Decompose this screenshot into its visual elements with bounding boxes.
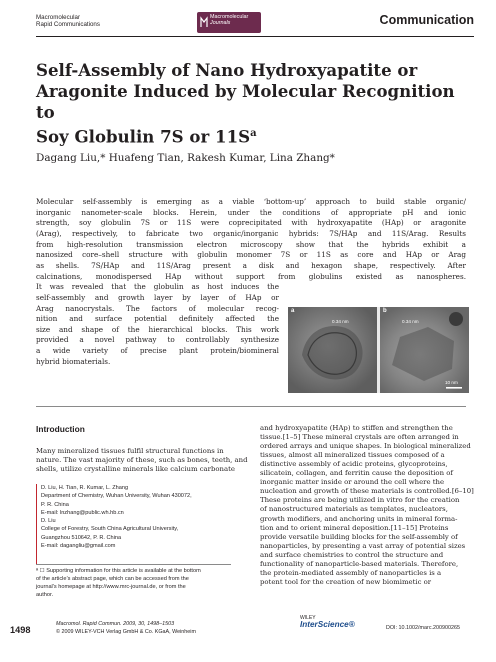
logo-text-line2: Journals — [210, 20, 231, 26]
title-line3-text: Soy Globulin 7S or 11S — [36, 126, 251, 147]
affiliation-line: E-mail: dagangliu@gmail.com — [41, 542, 116, 549]
logo-text-line1: Macromolecular — [210, 14, 249, 20]
scale-bar-mark — [446, 387, 462, 389]
title-line1: Self-Assembly of Nano Hydroxyapatite or — [36, 60, 418, 80]
abstract-line: self-assembly and growth layer by layer of HAp or — [36, 292, 279, 302]
intro-right-line: tissue.[1–5] These mineral crystals are often arranged in — [260, 433, 459, 442]
journal-name-line2: Rapid Communications — [36, 21, 100, 29]
note-line: journal’s homepage at http://www.mrc-journal.de, or from the — [36, 584, 186, 591]
intro-right-line: and surface chemistries to control the structure and — [260, 550, 444, 559]
intro-right-line: distinctive assembly of acidic proteins, glycoproteins, — [260, 460, 448, 469]
panel-a-label: a — [291, 308, 295, 314]
intro-left-line: Many mineralized tissues fulfil structural functions in — [36, 447, 224, 455]
supporting-info-note — [36, 567, 201, 599]
publisher-small: WILEY — [300, 615, 316, 621]
abstract-line: from high-resolution transmission electron microscopy show that the hybrids exhibit a — [36, 239, 466, 249]
journal-logo-icon — [200, 16, 208, 28]
intro-right-line: functionality of nanoparticle-based materials. Therefore, — [260, 559, 459, 568]
abstract-line: size and shape of the hierarchical blocks. This work — [36, 324, 279, 334]
intro-right-line: the protein-mediated assembly of nanoparticles is a — [260, 568, 442, 577]
tem-images — [288, 307, 469, 393]
publisher-logo — [300, 615, 355, 629]
abstract-line: hybrid biomaterials. — [36, 356, 111, 366]
affiliation-line: P. R. China — [41, 501, 69, 508]
abstract-line: calcinations, monodispersed HAp without support from globulins existed as nanospheres. — [36, 271, 466, 281]
intro-right-line: potent tool for the creation of new biomimetic or — [260, 577, 432, 586]
note-line: ª ☐ Supporting information for this article is available at the bottom — [36, 568, 201, 574]
author-list: Dagang Liu,* Huafeng Tian, Rakesh Kumar, Lina Zhang* — [36, 152, 335, 164]
affiliation-line: E-mail: lnzhang@public.wh.hb.cn — [41, 509, 124, 516]
doi: DOI: 10.1002/marc.200900265 — [385, 625, 460, 631]
intro-right-line: ordered arrays and unique shapes. In biological mineralized — [260, 442, 471, 451]
affiliation-line: College of Forestry, South China Agricultural University, — [41, 526, 179, 533]
title-line2: Aragonite Induced by Molecular Recognition to — [36, 81, 455, 122]
footnote-rule — [36, 564, 231, 565]
journal-name-line1: Macromolecular — [36, 14, 81, 21]
abstract-line: Molecular self-assembly is emerging as a viable ‘bottom-up’ approach to build stable organic/ — [36, 197, 466, 206]
publisher-brand: InterScience® — [300, 619, 355, 629]
citation — [56, 621, 196, 636]
intro-right-line: of nanostructured materials as templates, nucleators, — [260, 505, 448, 514]
citation-line1: Macromol. Rapid Commun. 2009, 30, 1498–1503 — [56, 621, 175, 627]
abstract-line: inorganic nanometer-scale blocks. Herein, under the conditions of appropriate pH and ionic — [36, 207, 466, 217]
scale-bar-label: 10 nm — [445, 380, 458, 385]
journal-name — [36, 14, 100, 29]
intro-right-line: and hydroxyapatite (HAp) to stiffen and strengthen the — [260, 424, 453, 432]
abstract-line: as shells. 7S/HAp and 11S/Arag present a disk and hexagon shape, respectively. After — [36, 260, 466, 270]
intro-right-line: silicatein, collagen, and ferritin cause the deposition of — [260, 469, 453, 478]
affiliation-line: D. Liu, H. Tian, R. Kumar, L. Zhang — [41, 485, 129, 491]
affiliation-line: Guangzhou 510642, P. R. China — [41, 534, 122, 541]
title-line3 — [36, 123, 466, 148]
introduction-heading: Introduction — [36, 424, 85, 434]
abstract-line: provided a novel pathway to controllably synthesize — [36, 335, 279, 345]
abstract-rule — [36, 406, 466, 407]
abstract-line: nition and surface potential definitely affected the — [36, 314, 279, 324]
abstract-line: It was revealed that the globulin as host induces the — [36, 282, 279, 292]
intro-right-line: These proteins are being utilized in vitro for the creation — [260, 496, 460, 505]
panel-b-scale-label: 0.34 nm — [402, 319, 419, 324]
note-line: of the article’s abstract page, which can be accessed from the — [36, 576, 189, 583]
intro-right-line: tissues, almost all mineralized tissues composed of a — [260, 451, 445, 460]
page-number: 1498 — [10, 625, 31, 635]
header-rule — [36, 36, 474, 37]
panel-b-inset — [449, 312, 463, 326]
intro-right-line: tion and to orient mineral deposition.[11–15] Proteins — [260, 523, 449, 532]
intro-right-line: growth modifiers, and anchoring units in mineral forma- — [260, 514, 458, 523]
abstract-line: (Arag), respectively, to fabricate two organic/inorganic hybrids: 7S/HAp and 11S/Arag. Results — [36, 228, 466, 238]
abstract-line: a wide variety of precise plant protein/biomineral — [36, 346, 279, 356]
intro-right-line: inorganic matter inside or around the cell where the — [260, 478, 445, 487]
article-title — [36, 60, 466, 148]
citation-line2: © 2009 WILEY-VCH Verlag GmbH & Co. KGaA, Weinheim — [56, 628, 196, 635]
note-line: author. — [36, 592, 54, 599]
affiliation-line: Department of Chemistry, Wuhan University, Wuhan 430072, — [41, 493, 192, 500]
abstract-line: Arag nanocrystals. The factors of molecular recog- — [36, 303, 279, 313]
affiliation-line: D. Liu — [41, 518, 56, 524]
panel-b-label: b — [383, 308, 387, 314]
intro-right-line: provide versatile building blocks for the self-assembly of — [260, 532, 458, 541]
panel-a-scale-label: 0.34 nm — [332, 319, 349, 324]
affiliations — [36, 484, 231, 564]
intro-left-line: shells, utilize crystalline minerals like calcium carbonate — [36, 465, 235, 474]
article-type: Communication — [379, 13, 474, 27]
intro-left-line: nature. The vast majority of these, such as bones, teeth, and — [36, 456, 248, 465]
title-superscript: a — [250, 128, 257, 139]
graphical-abstract-figure — [288, 307, 469, 393]
intro-right-line: nanoparticles, by presenting a vast array of potential sizes — [260, 541, 466, 550]
intro-right-line: nucleation and growth of these materials is controlled.[6–10] — [260, 487, 474, 496]
abstract-line: strength, soy globulin 7S or 11S were coprecipitated with hydroxyapatite (HAp) or aragonite — [36, 218, 466, 228]
journal-logo — [197, 12, 261, 33]
abstract-line: nanosized core–shell structure with globulin monomer 7S or 11S as core and HAp or Arag — [36, 250, 466, 260]
